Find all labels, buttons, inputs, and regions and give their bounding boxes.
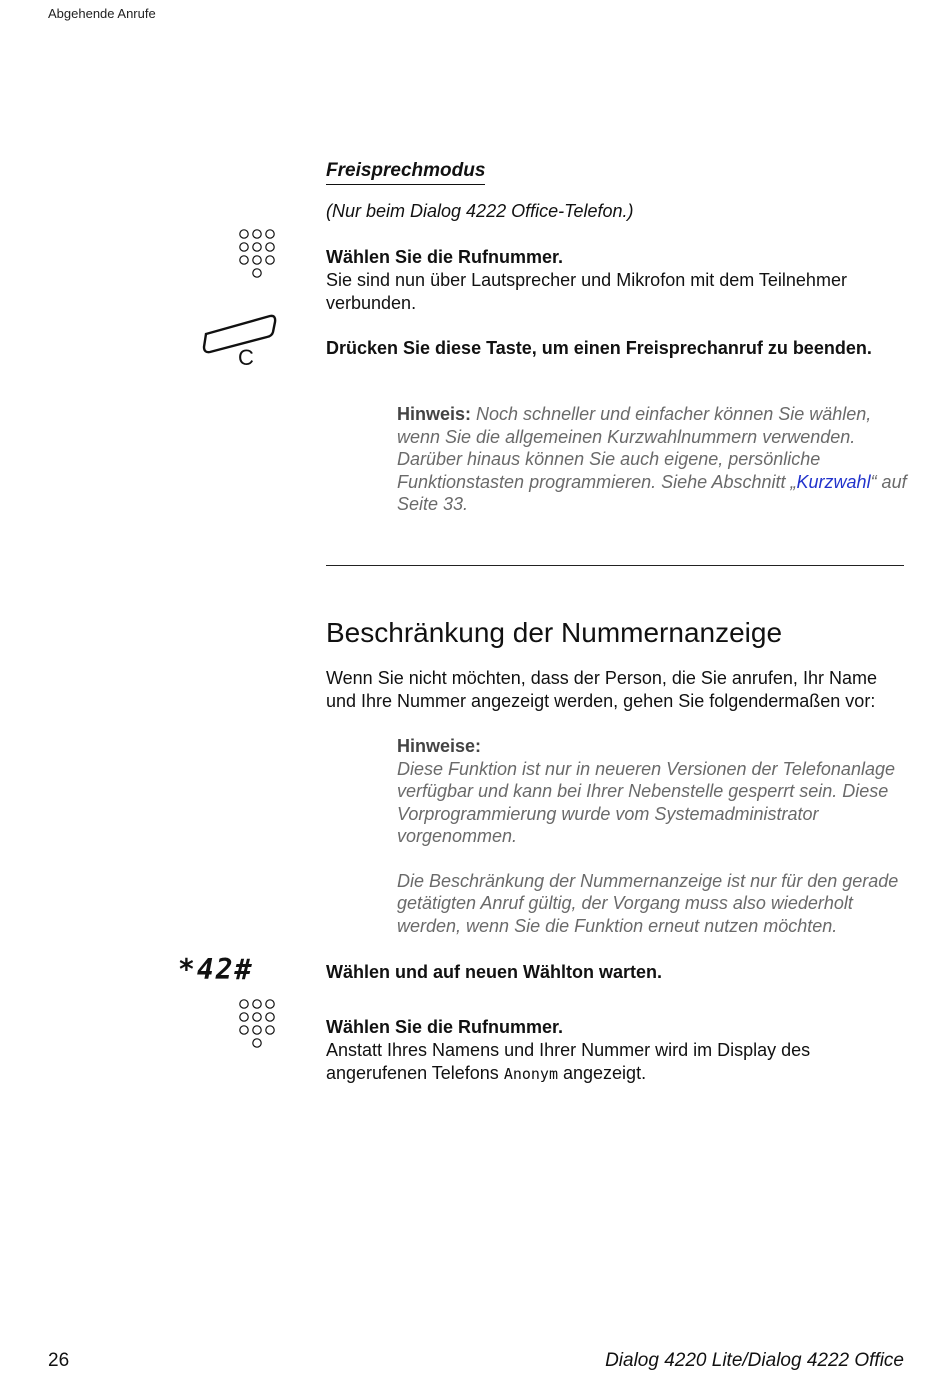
hints-label: Hinweise: xyxy=(397,736,482,756)
keypad-icon xyxy=(238,228,278,280)
display-text-anonym: Anonym xyxy=(503,1065,558,1083)
hint-box xyxy=(397,403,907,516)
hint-text: Noch schneller und einfacher können Sie wählen, wenn Sie die allgemeinen Kurzwahlnummern verwenden. Darüber hinaus können Sie auch eigene, persönliche Funktionstasten programmieren. Siehe Abschnitt „ xyxy=(397,404,872,492)
hints-paragraph-1: Diese Funktion ist nur in neueren Versionen der Telefonanlage verfügbar und kann bei Ihrer Nebenstelle gesperrt sein. Diese Vorprogrammierung wurde vom Systemadministrator vorgenommen. xyxy=(397,758,895,846)
hint-text-end: “ auf Seite 33. xyxy=(397,471,907,514)
section-intro: Wenn Sie nicht möchten, dass der Person, die Sie anrufen, Ihr Name und Ihre Nummer angezeigt werden, gehen Sie folgendermaßen vor: xyxy=(326,668,877,711)
step-end-call: Drücken Sie diese Taste, um einen Freisprechanruf zu beenden. xyxy=(326,338,872,358)
section-divider xyxy=(326,565,904,566)
description-text: Anstatt Ihres Namens und Ihrer Nummer wird im Display des angerufenen Telefons xyxy=(326,1040,811,1083)
keypad-icon xyxy=(238,998,278,1050)
kurzwahl-link[interactable]: Kurzwahl xyxy=(796,471,871,492)
star-code: *42# xyxy=(178,953,254,986)
section-freisprechmodus xyxy=(326,160,904,185)
section-title: Freisprechmodus xyxy=(326,160,485,185)
step-dial xyxy=(326,246,904,315)
hints-paragraph-2: Die Beschränkung der Nummernanzeige ist nur für den gerade getätigten Anruf gültig, der Vorgang muss also wiederholt werden, wenn Sie die Funktion erneut nutzen möchten. xyxy=(397,870,899,936)
step-dial-number-instruction: Wählen Sie die Rufnummer. xyxy=(326,1017,564,1037)
step-dial-instruction: Wählen Sie die Rufnummer. xyxy=(326,247,564,267)
section-heading: Beschränkung der Nummernanzeige xyxy=(326,617,783,648)
hint-label: Hinweis: xyxy=(397,404,472,424)
step-dial-number-description xyxy=(326,1039,904,1086)
step-dial-code: Wählen und auf neuen Wählton warten. xyxy=(326,962,662,982)
description-text-end: angezeigt. xyxy=(558,1063,647,1083)
step-dial-number xyxy=(326,1016,904,1086)
page-number: 26 xyxy=(48,1350,70,1371)
clear-key-label: C xyxy=(238,345,254,370)
footer-product: Dialog 4220 Lite/Dialog 4222 Office xyxy=(605,1350,904,1371)
hints-box xyxy=(397,735,907,937)
running-header: Abgehende Anrufe xyxy=(48,6,156,21)
model-note: (Nur beim Dialog 4222 Office-Telefon.) xyxy=(326,201,634,221)
step-dial-description: Sie sind nun über Lautsprecher und Mikrofon mit dem Teilnehmer verbunden. xyxy=(326,270,847,313)
